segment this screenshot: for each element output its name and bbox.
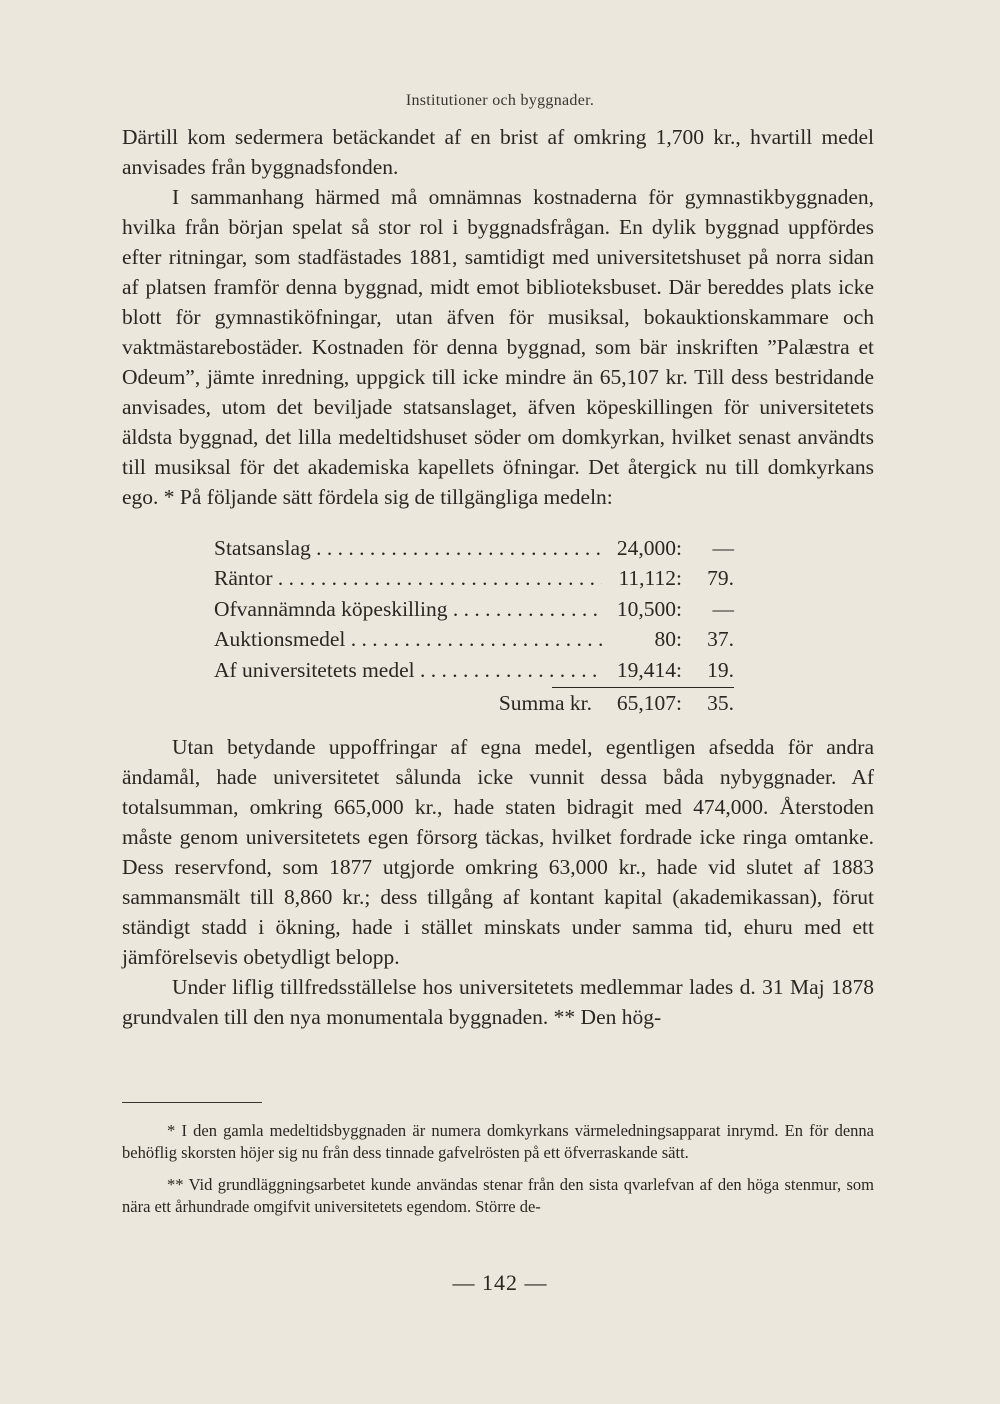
row-label: Ofvannämnda köpeskilling	[214, 596, 448, 621]
sum-label: Summa kr.	[498, 691, 592, 715]
row-kronor: 10,500:	[616, 596, 682, 621]
table-row	[214, 563, 734, 594]
row-label: Statsanslag	[214, 535, 311, 560]
paragraph-1: Därtill kom sedermera betäckandet af en brist af omkring 1,700 kr., hvartill medel anvisades från byggnadsfonden.	[122, 125, 874, 179]
sum-row	[214, 688, 734, 719]
row-ore: 79.	[707, 566, 734, 590]
footnotes	[122, 1120, 874, 1228]
row-kronor: 24,000:	[616, 535, 682, 560]
running-header: Institutioner och byggnader.	[405, 92, 595, 109]
row-kronor: 80:	[654, 627, 682, 651]
table-row	[214, 654, 734, 685]
sum-kronor: 65,107:	[616, 691, 682, 715]
footnote-2: ** Vid grundläggningsarbetet kunde användas stenar från den sista qvarlefvan af den höga stenmur, som nära ett århundrade omgifvit universitetets egendom. Större de-	[122, 1175, 874, 1216]
funding-table	[214, 532, 734, 718]
row-kronor: 11,112:	[618, 566, 682, 590]
row-kronor: 19,414:	[616, 657, 682, 682]
row-ore: —	[712, 596, 734, 621]
table-row	[214, 532, 734, 563]
paragraph-4: Under liflig tillfredsställelse hos universitetets medlemmar lades d. 31 Maj 1878 grundvalen till den nya monumentala byggnaden. ** Den hög-	[122, 975, 874, 1029]
footnote-1: * I den gamla medeltidsbyggnaden är numera domkyrkans värmeledningsapparat inrymd. En för denna behöflig skorsten höjer sig nu från dess tinnade gafvelrösten på ett öfverraskande sätt.	[122, 1121, 874, 1162]
paragraph-3: Utan betydande uppoffringar af egna medel, egentligen afsedda för andra ändamål, hade universitetet sålunda icke vunnit dessa båda nybyggnader. Af totalsumman, omkring 665,000 kr., hade staten bidragit med 474,000. Återstoden måste genom universitetets egen försorg täckas, hvilket fordrade icke ringa omtanke. Dess reservfond, som 1877 utgjorde omkring 63,000 kr., hade vid slutet af 1883 sammansmält till 8,860 kr.; dess tillgång af kontant kapital (akademikassan), förut ständigt stadd i ökning, hade i stället minskats under samma tid, ehuru med ett jämförelsevis obetydligt belopp.	[122, 735, 874, 969]
row-label: Auktionsmedel	[214, 627, 346, 651]
table-row	[214, 593, 734, 624]
row-label: Af universitetets medel	[214, 657, 415, 682]
row-ore: 37.	[707, 627, 734, 651]
row-ore: —	[712, 535, 734, 560]
page-number: — 142 —	[452, 1270, 548, 1295]
paragraph-2: I sammanhang härmed må omnämnas kostnaderna för gymnastikbyggnaden, hvilka från början spelat så stor rol i byggnadsfrågan. En dylik byggnad uppfördes efter ritningar, som stadfästades 1881, samtidigt med universitetshuset på norra sidan af platsen framför denna byggnad, midt emot biblioteksbuset. Där bereddes plats icke blott för gymnastiköfningar, utan äfven för musiksal, bokauktionskammare och vaktmästarebostäder. Kostnaden för denna byggnad, som bär inskriften ”Palæstra et Odeum”, jämte inredning, uppgick till icke mindre än 65,107 kr. Till dess bestridande anvisades, utom det beviljade statsanslaget, äfven köpeskillingen för universitetets äldsta byggnad, det lilla medeltidshuset söder om domkyrkan, hvilket senast användts till musiksal för det akademiska kapellets öfningar. Det återgick nu till domkyrkans ego. * På följande sätt fördela sig de tillgängliga medeln:	[122, 185, 874, 509]
main-text	[122, 122, 874, 1032]
footnote-divider	[122, 1102, 262, 1103]
row-ore: 19.	[707, 657, 734, 682]
table-row	[214, 624, 734, 655]
row-label: Räntor	[214, 566, 273, 590]
sum-ore: 35.	[707, 691, 734, 715]
